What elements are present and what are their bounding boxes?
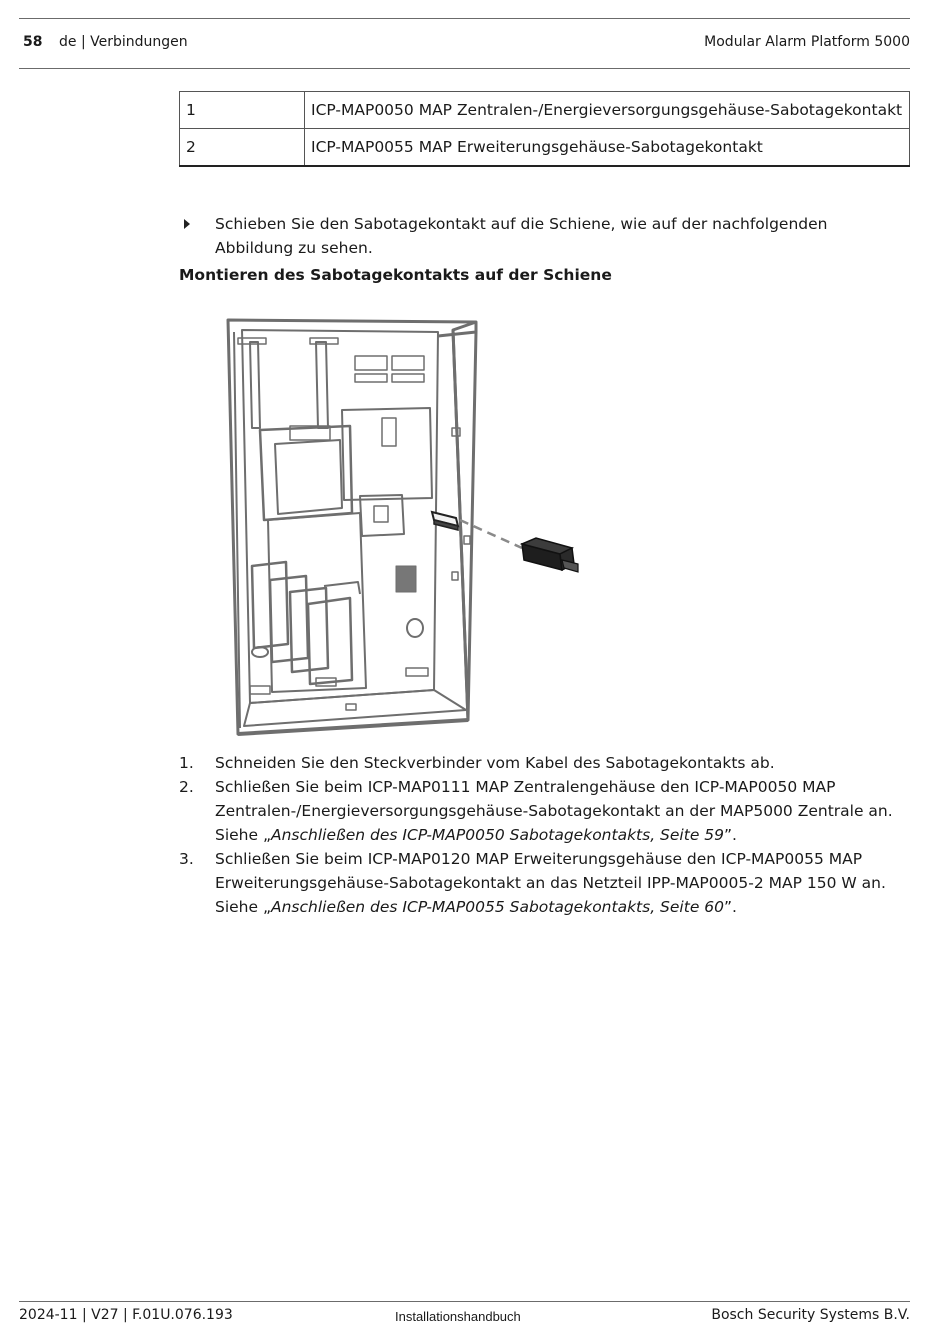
document-type: Installationshandbuch <box>395 1309 521 1324</box>
product-name: Modular Alarm Platform 5000 <box>704 34 910 50</box>
page-header <box>19 18 910 69</box>
reference-prefix: Siehe „ <box>215 826 271 844</box>
parts-table <box>179 91 910 167</box>
table-row <box>180 92 910 129</box>
cross-reference-link[interactable]: Anschließen des ICP-MAP0050 Sabotagekontakts, Seite 59 <box>271 826 725 844</box>
table-cell-number: 1 <box>180 92 305 129</box>
reference-suffix: ”. <box>724 898 737 916</box>
cross-reference-link[interactable]: Anschließen des ICP-MAP0055 Sabotagekontakts, Seite 60 <box>271 898 725 916</box>
tamper-switch-mounting-figure <box>220 308 590 742</box>
table-row <box>180 129 910 167</box>
step-number: 3. <box>179 850 194 868</box>
reference-suffix: ”. <box>724 826 737 844</box>
tamper-switch <box>522 538 578 572</box>
page-number: 58 <box>23 34 43 50</box>
instruction-step <box>179 212 910 260</box>
step-text: Schneiden Sie den Steckverbinder vom Kabel des Sabotagekontakts ab. <box>215 754 775 772</box>
instruction-text: Schieben Sie den Sabotagekontakt auf die Schiene, wie auf der nachfolgenden Abbildung zu sehen. <box>215 215 828 257</box>
list-item <box>179 847 910 919</box>
procedure-steps <box>179 751 910 919</box>
bullet-arrow-icon <box>184 219 190 229</box>
step-text: Schließen Sie beim ICP-MAP0120 MAP Erweiterungsgehäuse den ICP-MAP0055 MAP Erweiterungsgehäuse-Sabotagekontakt an das Netzteil IPP-MAP0005-2 MAP 150 W an. <box>215 850 886 892</box>
document-version: 2024-11 | V27 | F.01U.076.193 <box>19 1307 233 1323</box>
section-title: de | Verbindungen <box>59 34 188 50</box>
list-item <box>179 775 910 847</box>
enclosure-illustration <box>220 308 590 742</box>
step-number: 1. <box>179 754 194 772</box>
table-cell-description: ICP-MAP0050 MAP Zentralen-/Energieversorgungsgehäuse-Sabotagekontakt <box>305 92 910 129</box>
step-number: 2. <box>179 778 194 796</box>
figure-heading: Montieren des Sabotagekontakts auf der Schiene <box>179 266 612 284</box>
table-cell-description: ICP-MAP0055 MAP Erweiterungsgehäuse-Sabotagekontakt <box>305 129 910 167</box>
page-footer <box>19 1301 910 1324</box>
company-name: Bosch Security Systems B.V. <box>711 1307 910 1323</box>
table-cell-number: 2 <box>180 129 305 167</box>
step-text: Schließen Sie beim ICP-MAP0111 MAP Zentralengehäuse den ICP-MAP0050 MAP Zentralen-/Energieversorgungsgehäuse-Sabotagekontakt an der MAP5000 Zentrale an. <box>215 778 893 820</box>
reference-prefix: Siehe „ <box>215 898 271 916</box>
list-item <box>179 751 910 775</box>
